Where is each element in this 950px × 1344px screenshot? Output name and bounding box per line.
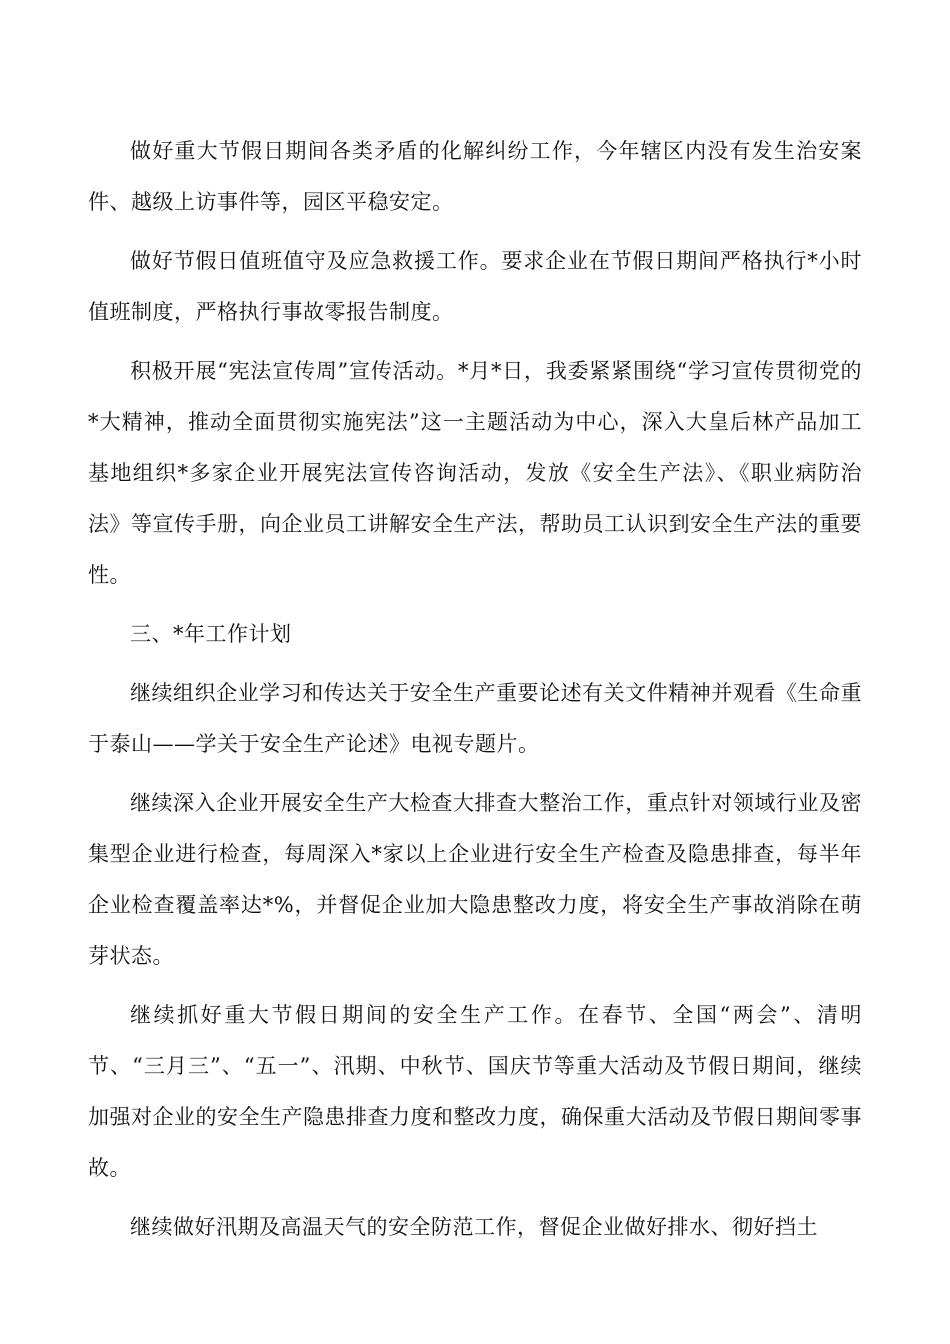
paragraph-plan-flood-heat: 继续做好汛期及高温天气的安全防范工作，督促企业做好排水、彻好挡土: [130, 1215, 818, 1239]
document-page: [88, 126, 862, 1261]
section-heading: 三、*年工作计划: [130, 622, 292, 646]
paragraph-holiday-duty: 做好节假日值班值守及应急救援工作。要求企业在节假日期间严格执行*小时值班制度，严格执行事故零报告制度。: [88, 249, 862, 324]
paragraph-plan-holiday-safety: 继续抓好重大节假日期间的安全生产工作。在春节、全国“两会”、清明节、“三月三”、“五一”、汛期、中秋节、国庆节等重大活动及节假日期间，继续加强对企业的安全生产隐患排查力度和整改力度，确保重大活动及节假日期间零事故。: [88, 1003, 862, 1180]
paragraph-dispute-resolution: 做好重大节假日期间各类矛盾的化解纠纷工作，今年辖区内没有发生治安案件、越级上访事件等，园区平稳安定。: [88, 139, 862, 214]
paragraph-plan-study: 继续组织企业学习和传达关于安全生产重要论述有关文件精神并观看《生命重于泰山——学关于安全生产论述》电视专题片。: [88, 681, 862, 756]
paragraph-constitution-week: 积极开展“宪法宣传周”宣传活动。*月*日，我委紧紧围绕“学习宣传贯彻党的*大精神，推动全面贯彻实施宪法”这一主题活动为中心，深入大皇后林产品加工基地组织*多家企业开展宪法宣传咨询活动，发放《安全生产法》、《职业病防治法》等宣传手册，向企业员工讲解安全生产法，帮助员工认识到安全生产法的重要性。: [88, 359, 862, 587]
paragraph-plan-inspection: 继续深入企业开展安全生产大检查大排查大整治工作，重点针对领域行业及密集型企业进行检查，每周深入*家以上企业进行安全生产检查及隐患排查，每半年企业检查覆盖率达*%，并督促企业加大隐患整改力度，将安全生产事故消除在萌芽状态。: [88, 791, 862, 968]
